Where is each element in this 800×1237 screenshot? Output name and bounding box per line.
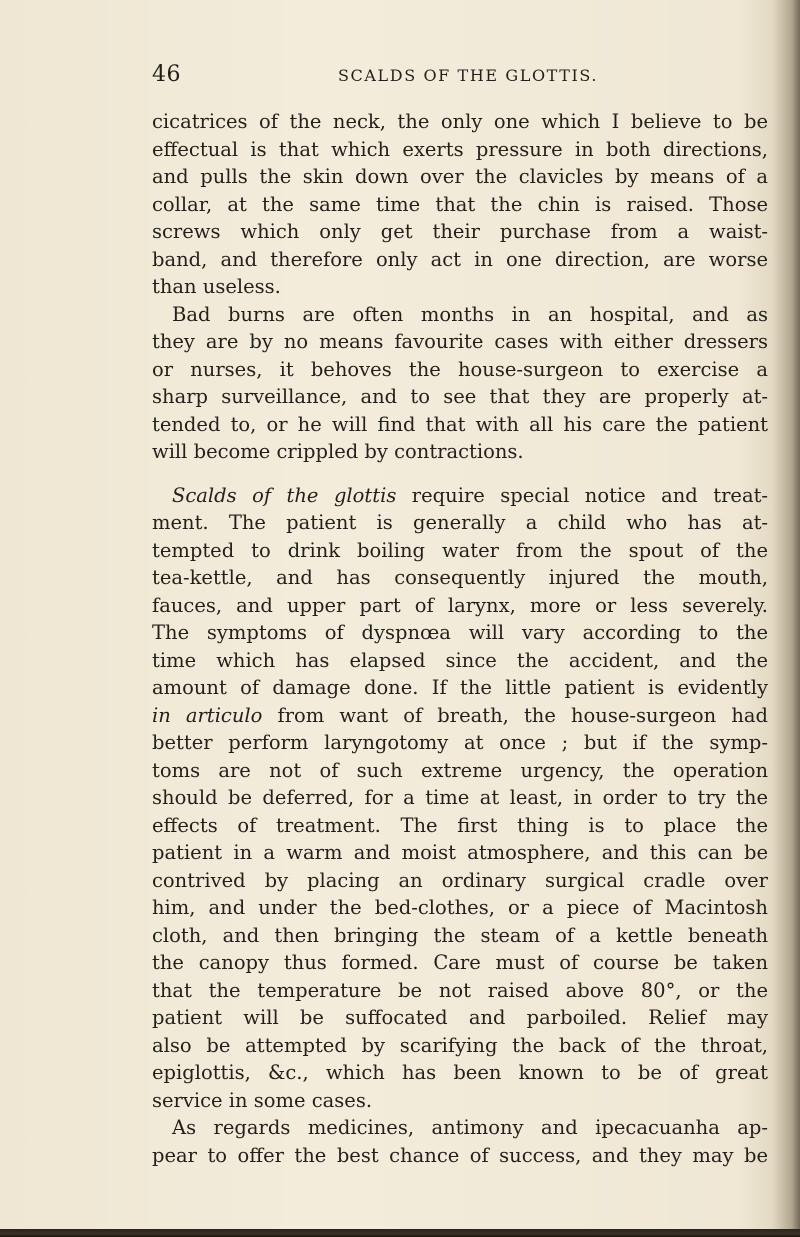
page-gutter-shadow (772, 0, 800, 1237)
text-line: effectual is that which exerts pressure in both directions, (152, 137, 768, 161)
text-line: will become crippled by contractions. (152, 440, 524, 463)
text-line: The symptoms of dyspnœa will vary according to the (152, 621, 768, 644)
text-line: him, and under the bed-clothes, or a piece of Macintosh (152, 896, 768, 919)
page-number: 46 (152, 62, 181, 87)
text-line (152, 482, 768, 510)
text-line: amount of damage done. If the little patient is evidently (152, 676, 768, 699)
text-line: better perform laryngotomy at once ; but if the symp- (152, 731, 768, 754)
text-line: the canopy thus formed. Care must of course be taken (152, 951, 768, 974)
page-bottom-edge (0, 1229, 800, 1237)
text-line: Bad burns are often months in an hospital, and as (172, 302, 768, 326)
text-line: ment. The patient is generally a child who has at- (152, 511, 768, 534)
line-text: from want of breath, the house-surgeon had (262, 703, 768, 727)
text-line: patient will be suffocated and parboiled. Relief may (152, 1006, 768, 1029)
text-line: pear to offer the best chance of success, and they may be (152, 1143, 768, 1167)
text-line: cloth, and then bringing the steam of a kettle beneath (152, 923, 768, 947)
body-text (152, 108, 768, 1169)
page-header (152, 62, 772, 92)
text-line: collar, at the same time that the chin is raised. Those (152, 192, 768, 216)
text-line: tempted to drink boiling water from the spout of the (152, 538, 768, 562)
text-line: sharp surveillance, and to see that they are properly at- (152, 385, 768, 408)
text-line: toms are not of such extreme urgency, the operation (152, 758, 768, 782)
text-line: screws which only get their purchase from a waist- (152, 220, 768, 243)
text-line: tea-kettle, and has consequently injured the mouth, (152, 566, 768, 589)
text-line: tended to, or he will find that with all his care the patient (152, 412, 768, 436)
text-line: time which has elapsed since the accident, and the (152, 648, 768, 672)
text-line: than useless. (152, 275, 281, 298)
text-line: patient in a warm and moist atmosphere, and this can be (152, 841, 768, 864)
paragraph-gap (152, 466, 768, 482)
line-text: require special notice and treat- (396, 483, 768, 507)
italic-phrase: Scalds of the glottis (172, 483, 397, 507)
text-line: contrived by placing an ordinary surgical cradle over (152, 868, 768, 892)
text-line: effects of treatment. The first thing is to place the (152, 813, 768, 837)
text-line: As regards medicines, antimony and ipecacuanha ap- (172, 1116, 768, 1139)
text-line: fauces, and upper part of larynx, more or less severely. (152, 593, 768, 617)
text-line: also be attempted by scarifying the back of the throat, (152, 1033, 768, 1057)
italic-phrase: in articulo (152, 703, 263, 727)
text-line: should be deferred, for a time at least, in order to try the (152, 786, 768, 809)
text-line: service in some cases. (152, 1088, 373, 1112)
text-line: and pulls the skin down over the clavicles by means of a (152, 165, 768, 188)
text-line: or nurses, it behoves the house-surgeon to exercise a (152, 357, 768, 381)
text-line: that the temperature be not raised above 80°, or the (152, 978, 768, 1002)
text-line (152, 702, 768, 730)
running-head-title: SCALDS OF THE GLOTTIS. (338, 66, 599, 85)
text-line: epiglottis, &c., which has been known to be of great (152, 1061, 768, 1084)
text-line: they are by no means favourite cases with either dressers (152, 330, 768, 353)
text-line: band, and therefore only act in one direction, are worse (152, 247, 768, 271)
text-line: cicatrices of the neck, the only one which I believe to be (152, 110, 768, 133)
